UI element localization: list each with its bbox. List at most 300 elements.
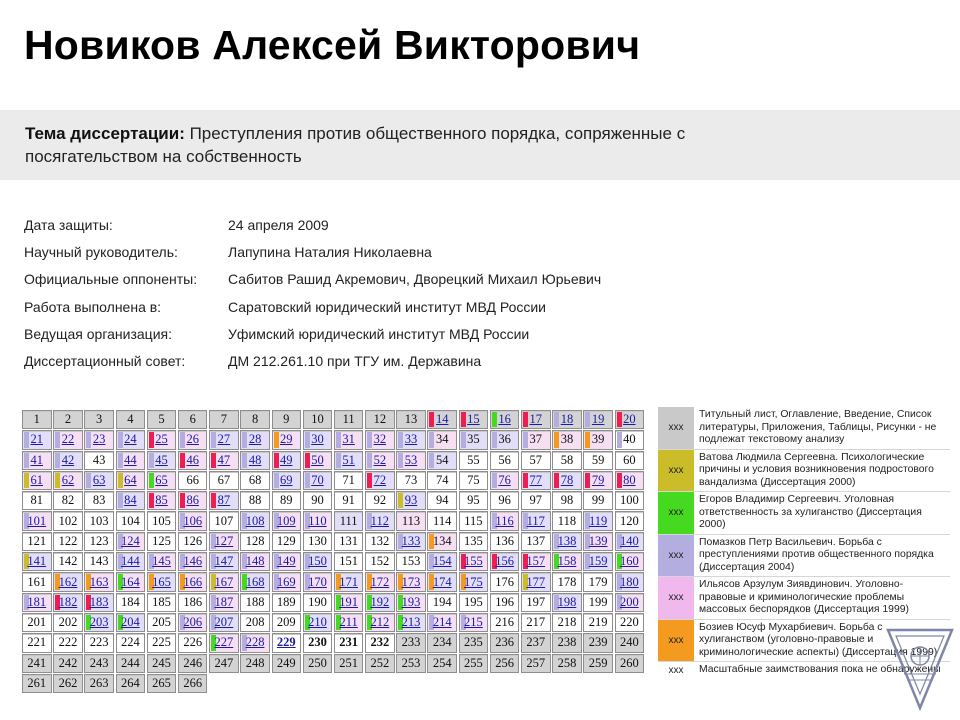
page-number: 40 <box>623 432 636 447</box>
page-number: 67 <box>217 473 231 488</box>
page-number: 131 <box>339 533 358 548</box>
page-cell[interactable] <box>303 552 333 571</box>
page-number: 1 <box>33 412 40 427</box>
page-number[interactable]: 51 <box>342 452 355 467</box>
page-cell[interactable] <box>334 451 364 470</box>
page-number[interactable]: 211 <box>339 615 358 630</box>
page-cell[interactable] <box>116 471 146 490</box>
page-cell[interactable] <box>272 430 302 449</box>
page-number: 55 <box>467 452 480 467</box>
page-cell[interactable] <box>334 593 364 612</box>
page-number[interactable]: 23 <box>92 432 106 447</box>
page-number[interactable]: 86 <box>186 493 199 508</box>
info-row-defense-date <box>24 217 601 244</box>
page-cell[interactable] <box>53 451 83 470</box>
page-number[interactable]: 148 <box>245 554 265 569</box>
page-number[interactable]: 41 <box>30 452 43 467</box>
page-number[interactable]: 203 <box>89 615 109 630</box>
page-number: 3 <box>96 412 103 427</box>
page-number[interactable]: 159 <box>588 554 608 569</box>
page-number[interactable]: 16 <box>498 412 511 427</box>
page-number[interactable]: 172 <box>370 574 390 589</box>
page-cell[interactable] <box>615 410 645 429</box>
info-value: 24 апреля 2009 <box>228 217 329 233</box>
page-cell <box>147 511 177 530</box>
page-number[interactable]: 116 <box>495 513 514 528</box>
page-number[interactable]: 147 <box>214 554 234 569</box>
page-cell[interactable] <box>303 572 333 591</box>
page-cell[interactable] <box>116 491 146 510</box>
page-cell[interactable] <box>521 511 551 530</box>
page-number[interactable]: 154 <box>432 554 452 569</box>
page-number[interactable]: 48 <box>248 452 262 467</box>
page-cell[interactable] <box>22 552 52 571</box>
page-number[interactable]: 204 <box>120 615 140 630</box>
page-number[interactable]: 229 <box>276 635 296 650</box>
page-number[interactable]: 127 <box>214 533 234 548</box>
page-cell[interactable] <box>116 451 146 470</box>
page-cell[interactable] <box>521 572 551 591</box>
page-number[interactable]: 76 <box>498 473 511 488</box>
page-cell[interactable] <box>116 552 146 571</box>
page-cell[interactable] <box>552 552 582 571</box>
page-cell[interactable] <box>22 593 52 612</box>
page-cell[interactable] <box>365 471 395 490</box>
page-cell[interactable] <box>178 491 208 510</box>
page-number[interactable]: 42 <box>61 452 75 467</box>
page-cell <box>583 633 613 652</box>
page-cell[interactable] <box>240 430 270 449</box>
page-number[interactable]: 168 <box>245 574 265 589</box>
page-number[interactable]: 166 <box>183 574 203 589</box>
page-number[interactable]: 19 <box>591 412 605 427</box>
page-cell[interactable] <box>147 552 177 571</box>
page-number[interactable]: 149 <box>276 554 296 569</box>
page-source-marker <box>398 453 403 468</box>
page-cell[interactable] <box>147 491 177 510</box>
page-number[interactable]: 181 <box>27 594 47 609</box>
page-cell[interactable] <box>365 593 395 612</box>
page-cell[interactable] <box>365 511 395 530</box>
page-cell[interactable] <box>84 593 114 612</box>
page-cell <box>209 471 239 490</box>
page-cell[interactable] <box>240 572 270 591</box>
page-number[interactable]: 141 <box>27 554 47 569</box>
page-cell[interactable] <box>365 451 395 470</box>
page-number[interactable]: 33 <box>404 432 418 447</box>
page-number[interactable]: 47 <box>217 452 231 467</box>
page-cell[interactable] <box>396 613 426 632</box>
page-number[interactable]: 167 <box>214 574 234 589</box>
page-number[interactable]: 31 <box>342 432 355 447</box>
page-cell[interactable] <box>240 552 270 571</box>
page-number[interactable]: 207 <box>214 615 234 630</box>
page-number: 132 <box>370 533 390 548</box>
page-number[interactable]: 150 <box>308 554 327 569</box>
page-number[interactable]: 18 <box>560 412 574 427</box>
page-number[interactable]: 46 <box>186 452 199 467</box>
page-source-marker <box>429 432 434 447</box>
page-number[interactable]: 227 <box>214 635 234 650</box>
page-cell[interactable] <box>178 613 208 632</box>
page-cell[interactable] <box>396 430 426 449</box>
page-number[interactable]: 29 <box>280 432 293 447</box>
page-number[interactable]: 174 <box>432 574 452 589</box>
page-source-marker <box>274 432 279 447</box>
page-cell[interactable] <box>396 572 426 591</box>
page-number[interactable]: 84 <box>124 493 137 508</box>
page-cell[interactable] <box>459 613 489 632</box>
page-cell[interactable] <box>303 430 333 449</box>
page-cell <box>490 593 520 612</box>
page-cell[interactable] <box>459 552 489 571</box>
page-cell[interactable] <box>583 511 613 530</box>
page-cell[interactable] <box>84 471 114 490</box>
page-cell <box>240 532 270 551</box>
page-number[interactable]: 191 <box>339 594 358 609</box>
page-cell[interactable] <box>521 471 551 490</box>
page-number[interactable]: 206 <box>183 615 203 630</box>
page-number: 58 <box>560 452 574 467</box>
page-cell <box>583 654 613 673</box>
page-number[interactable]: 27 <box>217 432 231 447</box>
page-cell[interactable] <box>583 552 613 571</box>
info-value: Сабитов Рашид Акремович, Дворецкий Михаил Юрьевич <box>228 271 602 288</box>
page-number[interactable]: 70 <box>311 473 324 488</box>
topic-label: Тема диссертации: <box>25 124 185 143</box>
page-number[interactable]: 28 <box>248 432 262 447</box>
page-cell[interactable] <box>178 430 208 449</box>
page-number[interactable]: 228 <box>245 635 265 650</box>
legend-text: Масштабные заимствования пока не обнаружены <box>694 662 950 679</box>
page-number: 176 <box>495 574 514 589</box>
info-row-council <box>24 353 601 380</box>
page-number[interactable]: 21 <box>30 432 43 447</box>
page-number[interactable]: 156 <box>495 554 514 569</box>
legend-swatch: xxx <box>658 620 694 662</box>
page-number[interactable]: 106 <box>183 513 203 528</box>
page-number[interactable]: 108 <box>245 513 265 528</box>
page-number[interactable]: 117 <box>526 513 545 528</box>
page-number: 186 <box>183 594 203 609</box>
page-cell[interactable] <box>427 410 457 429</box>
page-number[interactable]: 214 <box>432 615 452 630</box>
page-number[interactable]: 109 <box>276 513 296 528</box>
page-number[interactable]: 158 <box>557 554 577 569</box>
page-number[interactable]: 182 <box>58 594 78 609</box>
page-number[interactable]: 25 <box>155 432 168 447</box>
page-cell[interactable] <box>22 471 52 490</box>
page-number: 99 <box>591 493 605 508</box>
page-number[interactable]: 183 <box>89 594 109 609</box>
page-cell <box>365 410 395 429</box>
page-cell[interactable] <box>209 451 239 470</box>
page-number[interactable]: 155 <box>464 554 483 569</box>
page-cell <box>84 451 114 470</box>
page-cell[interactable] <box>552 471 582 490</box>
page-number[interactable]: 14 <box>435 412 449 427</box>
page-number[interactable]: 200 <box>619 594 639 609</box>
page-number: 199 <box>588 594 608 609</box>
page-number[interactable]: 63 <box>92 473 106 488</box>
page-cell[interactable] <box>490 511 520 530</box>
page-cell[interactable] <box>53 471 83 490</box>
page-cell <box>334 491 364 510</box>
page-cell <box>147 674 177 693</box>
page-cell <box>303 633 333 652</box>
page-cell[interactable] <box>303 511 333 530</box>
page-cell[interactable] <box>240 633 270 652</box>
page-number[interactable]: 215 <box>464 615 483 630</box>
page-cell[interactable] <box>396 491 426 510</box>
page-cell[interactable] <box>53 593 83 612</box>
page-number: 89 <box>280 493 293 508</box>
page-cell[interactable] <box>272 633 302 652</box>
page-cell[interactable] <box>178 552 208 571</box>
page-cell <box>521 532 551 551</box>
page-number[interactable]: 124 <box>120 533 140 548</box>
page-number[interactable]: 173 <box>401 574 421 589</box>
page-source-marker <box>242 453 247 468</box>
page-number[interactable]: 192 <box>370 594 390 609</box>
page-cell[interactable] <box>84 430 114 449</box>
page-number[interactable]: 53 <box>404 452 418 467</box>
page-cell[interactable] <box>53 572 83 591</box>
page-cell[interactable] <box>615 572 645 591</box>
page-cell[interactable] <box>147 430 177 449</box>
page-number[interactable]: 146 <box>183 554 203 569</box>
page-cell[interactable] <box>459 572 489 591</box>
page-number[interactable]: 119 <box>588 513 608 528</box>
page-number[interactable]: 24 <box>124 432 137 447</box>
page-cell <box>334 633 364 652</box>
page-number[interactable]: 157 <box>526 554 546 569</box>
page-cell[interactable] <box>615 532 645 551</box>
page-cell <box>53 491 83 510</box>
page-cell[interactable] <box>334 572 364 591</box>
page-cell[interactable] <box>116 613 146 632</box>
page-number[interactable]: 145 <box>152 554 171 569</box>
page-cell <box>490 451 520 470</box>
page-cell[interactable] <box>147 471 177 490</box>
page-number: 4 <box>127 412 134 427</box>
page-cell[interactable] <box>116 532 146 551</box>
page-cell <box>272 654 302 673</box>
page-number[interactable]: 85 <box>155 493 168 508</box>
page-cell[interactable] <box>583 471 613 490</box>
page-cell <box>583 491 613 510</box>
page-cell[interactable] <box>22 511 52 530</box>
page-source-marker <box>429 453 434 468</box>
page-number[interactable]: 65 <box>155 473 168 488</box>
page-cell[interactable] <box>209 532 239 551</box>
page-cell[interactable] <box>272 511 302 530</box>
page-cell[interactable] <box>334 430 364 449</box>
page-number[interactable]: 180 <box>619 574 639 589</box>
page-number: 194 <box>432 594 452 609</box>
page-number[interactable]: 140 <box>619 533 639 548</box>
page-cell[interactable] <box>334 613 364 632</box>
page-cell[interactable] <box>427 613 457 632</box>
page-number[interactable]: 77 <box>529 473 542 488</box>
page-cell <box>427 532 457 551</box>
page-number[interactable]: 138 <box>557 533 577 548</box>
page-cell[interactable] <box>209 613 239 632</box>
page-number[interactable]: 15 <box>467 412 480 427</box>
page-cell[interactable] <box>240 451 270 470</box>
topic-text: Преступления против общественного порядка, сопряженные с посягательством на собственность <box>25 124 686 166</box>
page-number[interactable]: 133 <box>401 533 421 548</box>
page-cell[interactable] <box>22 430 52 449</box>
page-cell[interactable] <box>272 572 302 591</box>
page-cell[interactable] <box>178 451 208 470</box>
page-number[interactable]: 193 <box>401 594 421 609</box>
page-cell[interactable] <box>209 572 239 591</box>
page-cell[interactable] <box>427 552 457 571</box>
page-cell[interactable] <box>427 572 457 591</box>
page-cell[interactable] <box>209 430 239 449</box>
page-number[interactable]: 45 <box>155 452 168 467</box>
page-cell <box>427 511 457 530</box>
page-cell[interactable] <box>178 511 208 530</box>
page-cell[interactable] <box>521 552 551 571</box>
page-cell[interactable] <box>303 471 333 490</box>
page-cell[interactable] <box>552 593 582 612</box>
page-number[interactable]: 26 <box>186 432 199 447</box>
page-number[interactable]: 30 <box>311 432 324 447</box>
page-number[interactable]: 69 <box>280 473 293 488</box>
page-number[interactable]: 213 <box>401 615 421 630</box>
page-cell <box>272 613 302 632</box>
page-number[interactable]: 163 <box>89 574 109 589</box>
page-cell[interactable] <box>396 532 426 551</box>
page-number[interactable]: 64 <box>124 473 137 488</box>
page-number[interactable]: 52 <box>373 452 387 467</box>
legend-item <box>658 491 950 534</box>
page-cell[interactable] <box>209 491 239 510</box>
page-cell[interactable] <box>615 471 645 490</box>
page-cell[interactable] <box>583 532 613 551</box>
page-cell[interactable] <box>240 511 270 530</box>
page-cell[interactable] <box>365 430 395 449</box>
page-cell <box>53 511 83 530</box>
page-number[interactable]: 87 <box>217 493 231 508</box>
page-cell[interactable] <box>272 451 302 470</box>
page-number[interactable]: 61 <box>30 473 43 488</box>
page-cell[interactable] <box>84 613 114 632</box>
page-number[interactable]: 170 <box>308 574 327 589</box>
page-cell[interactable] <box>615 593 645 612</box>
page-cell[interactable] <box>209 633 239 652</box>
page-cell[interactable] <box>552 410 582 429</box>
page-number[interactable]: 32 <box>373 432 387 447</box>
page-number: 161 <box>27 574 47 589</box>
page-cell <box>521 654 551 673</box>
page-cell[interactable] <box>22 451 52 470</box>
page-number[interactable]: 169 <box>276 574 296 589</box>
page-source-marker <box>55 432 60 447</box>
page-source-marker <box>367 432 372 447</box>
page-cell[interactable] <box>116 430 146 449</box>
page-number[interactable]: 198 <box>557 594 577 609</box>
page-number[interactable]: 212 <box>370 615 390 630</box>
page-number[interactable]: 22 <box>61 432 75 447</box>
page-cell[interactable] <box>365 613 395 632</box>
page-cell[interactable] <box>303 451 333 470</box>
page-number[interactable]: 139 <box>588 533 608 548</box>
page-cell[interactable] <box>303 613 333 632</box>
page-cell[interactable] <box>396 451 426 470</box>
page-number[interactable]: 171 <box>339 574 358 589</box>
page-number[interactable]: 17 <box>529 412 542 427</box>
page-cell[interactable] <box>147 572 177 591</box>
page-cell[interactable] <box>615 552 645 571</box>
page-number: 260 <box>619 655 639 670</box>
page-cell <box>84 552 114 571</box>
page-number[interactable]: 165 <box>152 574 171 589</box>
page-cell[interactable] <box>84 572 114 591</box>
page-cell[interactable] <box>490 471 520 490</box>
page-cell[interactable] <box>365 572 395 591</box>
page-number[interactable]: 164 <box>120 574 140 589</box>
page-source-marker <box>55 473 60 488</box>
page-number[interactable]: 62 <box>61 473 75 488</box>
page-source-marker <box>617 432 622 447</box>
page-number[interactable]: 78 <box>560 473 574 488</box>
page-number[interactable]: 80 <box>623 473 636 488</box>
page-number[interactable]: 160 <box>619 554 639 569</box>
page-number[interactable]: 162 <box>58 574 78 589</box>
page-cell[interactable] <box>178 572 208 591</box>
page-cell[interactable] <box>552 532 582 551</box>
page-source-marker <box>367 473 372 488</box>
page-cell[interactable] <box>583 410 613 429</box>
page-cell[interactable] <box>272 471 302 490</box>
page-number[interactable]: 144 <box>120 554 140 569</box>
page-number[interactable]: 101 <box>27 513 47 528</box>
page-number[interactable]: 79 <box>591 473 605 488</box>
page-number[interactable]: 210 <box>308 615 327 630</box>
page-number[interactable]: 187 <box>214 594 234 609</box>
page-number[interactable]: 50 <box>311 452 324 467</box>
page-cell[interactable] <box>521 410 551 429</box>
page-cell[interactable] <box>459 410 489 429</box>
page-cell[interactable] <box>209 552 239 571</box>
page-number[interactable]: 72 <box>373 473 387 488</box>
page-cell[interactable] <box>147 451 177 470</box>
page-number[interactable]: 177 <box>526 574 546 589</box>
page-cell[interactable] <box>116 572 146 591</box>
page-cell <box>521 491 551 510</box>
page-number[interactable]: 112 <box>370 513 389 528</box>
page-number[interactable]: 110 <box>308 513 327 528</box>
page-number[interactable]: 20 <box>623 412 636 427</box>
page-cell[interactable] <box>272 552 302 571</box>
page-number[interactable]: 44 <box>124 452 137 467</box>
page-number: 88 <box>248 493 262 508</box>
page-cell <box>459 593 489 612</box>
page-cell[interactable] <box>490 410 520 429</box>
page-number[interactable]: 49 <box>280 452 293 467</box>
page-cell[interactable] <box>490 552 520 571</box>
page-cell[interactable] <box>209 593 239 612</box>
page-cell <box>459 633 489 652</box>
page-number[interactable]: 93 <box>404 493 418 508</box>
page-cell <box>272 491 302 510</box>
page-cell[interactable] <box>396 593 426 612</box>
page-cell[interactable] <box>53 430 83 449</box>
page-number[interactable]: 175 <box>464 574 483 589</box>
